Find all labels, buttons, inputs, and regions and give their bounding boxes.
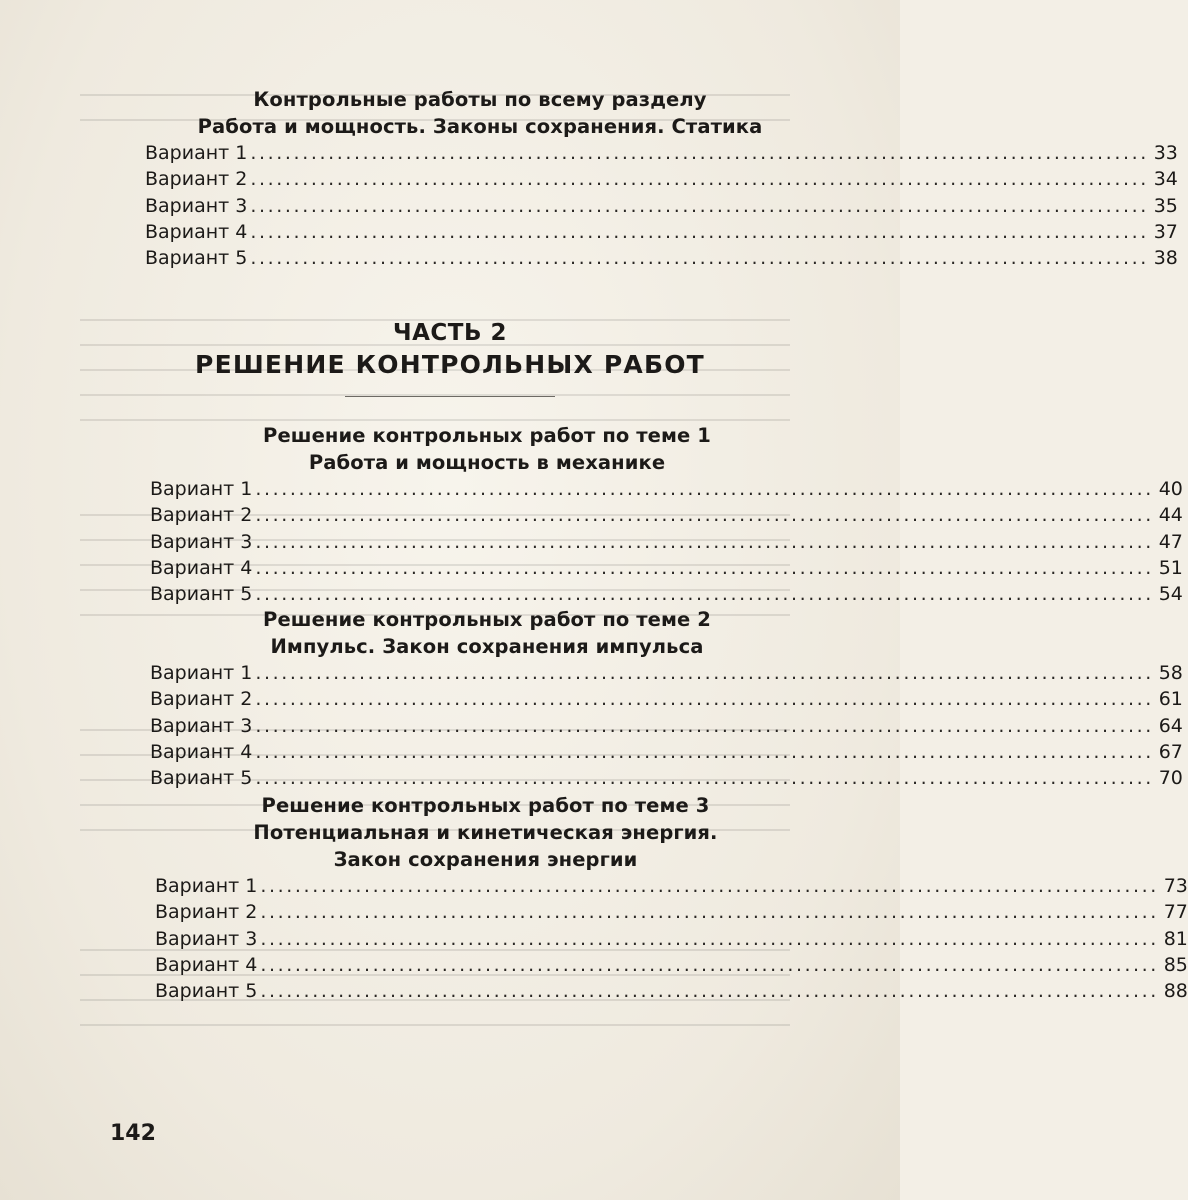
toc-entry[interactable] bbox=[150, 660, 1183, 686]
toc-entry[interactable] bbox=[150, 581, 1183, 607]
toc-entry[interactable] bbox=[145, 140, 1178, 166]
toc-entry[interactable] bbox=[155, 926, 1188, 952]
toc-dot-leader: ........................................................................................................ bbox=[260, 901, 1159, 924]
toc-list bbox=[145, 140, 1178, 271]
toc-dot-leader: ........................................................................................................ bbox=[260, 875, 1159, 897]
toc-entry[interactable] bbox=[145, 193, 1178, 219]
toc-dot-leader: ........................................................................................................ bbox=[260, 953, 1159, 976]
toc-entry[interactable] bbox=[145, 219, 1178, 245]
toc-entry-page: 47 bbox=[1158, 530, 1183, 553]
toc-entry-page: 33 bbox=[1153, 142, 1178, 164]
toc-entry-label: Вариант 5 bbox=[150, 767, 253, 790]
toc-entry-label: Вариант 4 bbox=[155, 953, 258, 976]
toc-entry-page: 73 bbox=[1163, 875, 1188, 897]
toc-entry-label: Вариант 4 bbox=[145, 220, 248, 243]
toc-dot-leader: ........................................................................................................ bbox=[255, 478, 1154, 500]
toc-dot-leader: ........................................................................................................ bbox=[255, 767, 1154, 790]
toc-entry-page: 58 bbox=[1158, 662, 1183, 684]
toc-entry-page: 81 bbox=[1163, 927, 1188, 950]
toc-section-4 bbox=[155, 792, 1188, 1004]
section-title-line-1: Решение контрольных работ по теме 2 bbox=[263, 608, 711, 631]
toc-entry-label: Вариант 1 bbox=[150, 478, 253, 500]
toc-entry-page: 34 bbox=[1153, 168, 1178, 191]
toc-entry[interactable] bbox=[150, 555, 1183, 581]
toc-dot-leader: ........................................................................................................ bbox=[255, 504, 1154, 527]
section-title-line-1: Контрольные работы по всему разделу bbox=[253, 88, 707, 111]
toc-entry[interactable] bbox=[150, 529, 1183, 555]
toc-dot-leader: ........................................................................................................ bbox=[255, 662, 1154, 684]
toc-entry-page: 67 bbox=[1158, 740, 1183, 763]
toc-entry[interactable] bbox=[145, 245, 1178, 271]
toc-list bbox=[150, 476, 1183, 607]
toc-dot-leader: ........................................................................................................ bbox=[255, 688, 1154, 711]
toc-entry-page: 51 bbox=[1158, 556, 1183, 579]
section-title-line-2: Работа и мощность. Законы сохранения. Статика bbox=[197, 115, 763, 138]
section-title-line-2: Импульс. Закон сохранения импульса bbox=[270, 635, 704, 658]
toc-entry-label: Вариант 5 bbox=[155, 980, 258, 1003]
toc-entry-label: Вариант 3 bbox=[150, 714, 253, 737]
toc-entry-page: 88 bbox=[1163, 980, 1188, 1003]
section-title-line-1: Решение контрольных работ по теме 3 bbox=[261, 794, 710, 817]
toc-dot-leader: ........................................................................................................ bbox=[250, 194, 1149, 217]
toc-section-1 bbox=[145, 86, 1178, 271]
toc-entry[interactable] bbox=[150, 739, 1183, 765]
toc-entry-label: Вариант 1 bbox=[145, 142, 248, 164]
toc-entry-page: 61 bbox=[1158, 688, 1183, 711]
toc-entry-label: Вариант 5 bbox=[150, 583, 253, 606]
toc-dot-leader: ........................................................................................................ bbox=[255, 556, 1154, 579]
toc-entry-label: Вариант 2 bbox=[150, 504, 253, 527]
toc-entry-page: 85 bbox=[1163, 953, 1188, 976]
toc-entry[interactable] bbox=[155, 899, 1188, 925]
toc-dot-leader: ........................................................................................................ bbox=[250, 142, 1149, 164]
toc-entry[interactable] bbox=[145, 166, 1178, 192]
toc-entry-label: Вариант 2 bbox=[150, 688, 253, 711]
toc-entry[interactable] bbox=[150, 502, 1183, 528]
toc-entry-page: 64 bbox=[1158, 714, 1183, 737]
toc-entry[interactable] bbox=[150, 765, 1183, 791]
section-title-line-1: Решение контрольных работ по теме 1 bbox=[263, 424, 711, 447]
toc-dot-leader: ........................................................................................................ bbox=[250, 168, 1149, 191]
toc-list bbox=[155, 873, 1188, 1004]
section-title-line-2: Потенциальная и кинетическая энергия. bbox=[253, 821, 718, 844]
toc-dot-leader: ........................................................................................................ bbox=[255, 740, 1154, 763]
page-number: 142 bbox=[110, 1121, 156, 1146]
toc-entry[interactable] bbox=[155, 873, 1188, 899]
section-title-line-2: Работа и мощность в механике bbox=[308, 451, 666, 474]
toc-entry-label: Вариант 2 bbox=[155, 901, 258, 924]
heading-divider bbox=[345, 396, 555, 397]
toc-entry-label: Вариант 4 bbox=[150, 556, 253, 579]
toc-dot-leader: ........................................................................................................ bbox=[260, 927, 1159, 950]
toc-list bbox=[150, 660, 1183, 791]
part-title: РЕШЕНИЕ КОНТРОЛЬНЫХ РАБОТ bbox=[195, 350, 705, 379]
toc-entry-page: 70 bbox=[1158, 767, 1183, 790]
toc-section-2 bbox=[150, 422, 1183, 607]
toc-entry[interactable] bbox=[155, 952, 1188, 978]
toc-entry-page: 38 bbox=[1153, 247, 1178, 270]
toc-entry[interactable] bbox=[155, 978, 1188, 1004]
part-label: ЧАСТЬ 2 bbox=[393, 320, 507, 346]
toc-dot-leader: ........................................................................................................ bbox=[255, 583, 1154, 606]
toc-entry-label: Вариант 5 bbox=[145, 247, 248, 270]
toc-entry-label: Вариант 2 bbox=[145, 168, 248, 191]
part-heading bbox=[0, 318, 900, 397]
toc-entry-label: Вариант 3 bbox=[150, 530, 253, 553]
toc-entry-label: Вариант 3 bbox=[155, 927, 258, 950]
toc-entry-label: Вариант 1 bbox=[150, 662, 253, 684]
toc-entry-page: 35 bbox=[1153, 194, 1178, 217]
toc-entry[interactable] bbox=[150, 476, 1183, 502]
toc-entry-page: 37 bbox=[1153, 220, 1178, 243]
toc-entry-label: Вариант 1 bbox=[155, 875, 258, 897]
toc-entry-label: Вариант 3 bbox=[145, 194, 248, 217]
toc-entry-page: 77 bbox=[1163, 901, 1188, 924]
section-title-line-3: Закон сохранения энергии bbox=[333, 848, 638, 871]
toc-entry-page: 40 bbox=[1158, 478, 1183, 500]
toc-entry-page: 54 bbox=[1158, 583, 1183, 606]
toc-section-3 bbox=[150, 606, 1183, 791]
toc-entry-label: Вариант 4 bbox=[150, 740, 253, 763]
toc-entry[interactable] bbox=[150, 713, 1183, 739]
toc-dot-leader: ........................................................................................................ bbox=[250, 220, 1149, 243]
toc-entry[interactable] bbox=[150, 686, 1183, 712]
toc-dot-leader: ........................................................................................................ bbox=[260, 980, 1159, 1003]
toc-dot-leader: ........................................................................................................ bbox=[255, 714, 1154, 737]
toc-dot-leader: ........................................................................................................ bbox=[255, 530, 1154, 553]
toc-dot-leader: ........................................................................................................ bbox=[250, 247, 1149, 270]
toc-entry-page: 44 bbox=[1158, 504, 1183, 527]
